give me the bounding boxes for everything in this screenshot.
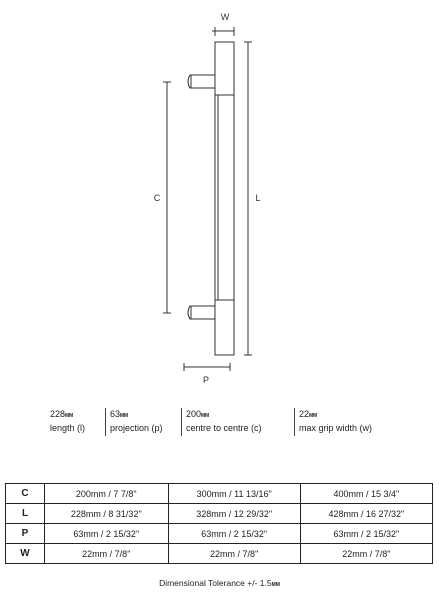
dimensions-table bbox=[5, 483, 433, 564]
p-label: P bbox=[202, 375, 210, 385]
table-row bbox=[6, 544, 433, 564]
table-cell: 228mm / 8 31/32" bbox=[45, 504, 169, 524]
spec-projection-value: 63 bbox=[110, 409, 121, 419]
row-key: L bbox=[6, 504, 45, 524]
table-cell: 63mm / 2 15/32" bbox=[168, 524, 300, 544]
spec-centre-to-centre bbox=[181, 408, 262, 436]
table-cell: 22mm / 7/8" bbox=[300, 544, 432, 564]
row-key: C bbox=[6, 484, 45, 504]
row-key: P bbox=[6, 524, 45, 544]
spec-centre-label: centre to centre (c) bbox=[186, 423, 262, 433]
spec-length-unit: MM bbox=[65, 413, 73, 419]
spec-summary bbox=[0, 408, 439, 438]
dimensional-tolerance bbox=[0, 578, 439, 588]
table-cell: 400mm / 15 3/4" bbox=[300, 484, 432, 504]
table-cell: 22mm / 7/8" bbox=[168, 544, 300, 564]
table-cell: 22mm / 7/8" bbox=[45, 544, 169, 564]
table-row bbox=[6, 524, 433, 544]
table-cell: 328mm / 12 29/32" bbox=[168, 504, 300, 524]
spec-centre-value: 200 bbox=[186, 409, 202, 419]
table-cell: 428mm / 16 27/32" bbox=[300, 504, 432, 524]
spec-grip-label: max grip width (w) bbox=[299, 423, 373, 433]
table-cell: 200mm / 7 7/8" bbox=[45, 484, 169, 504]
row-key: W bbox=[6, 544, 45, 564]
spec-length-value: 228 bbox=[50, 409, 66, 419]
spec-grip-value: 22 bbox=[299, 409, 310, 419]
tolerance-text: Dimensional Tolerance +/- 1.5 bbox=[159, 578, 272, 588]
c-label: C bbox=[153, 193, 161, 203]
tolerance-unit: MM bbox=[271, 582, 280, 588]
table-cell: 300mm / 11 13/16" bbox=[168, 484, 300, 504]
spec-grip-unit: MM bbox=[309, 413, 317, 419]
l-label: L bbox=[255, 193, 261, 203]
spec-grip-width bbox=[294, 408, 372, 436]
spec-length bbox=[50, 408, 85, 436]
spec-projection bbox=[105, 408, 163, 436]
table-cell: 63mm / 2 15/32" bbox=[300, 524, 432, 544]
top-standoff bbox=[188, 75, 215, 88]
table-cell: 63mm / 2 15/32" bbox=[45, 524, 169, 544]
spec-length-label: length (l) bbox=[50, 423, 86, 433]
w-label: W bbox=[220, 12, 230, 22]
table-row bbox=[6, 504, 433, 524]
spec-centre-unit: MM bbox=[201, 413, 209, 419]
bottom-standoff bbox=[188, 306, 215, 319]
spec-projection-label: projection (p) bbox=[110, 423, 163, 433]
spec-projection-unit: MM bbox=[120, 413, 128, 419]
table-row bbox=[6, 484, 433, 504]
